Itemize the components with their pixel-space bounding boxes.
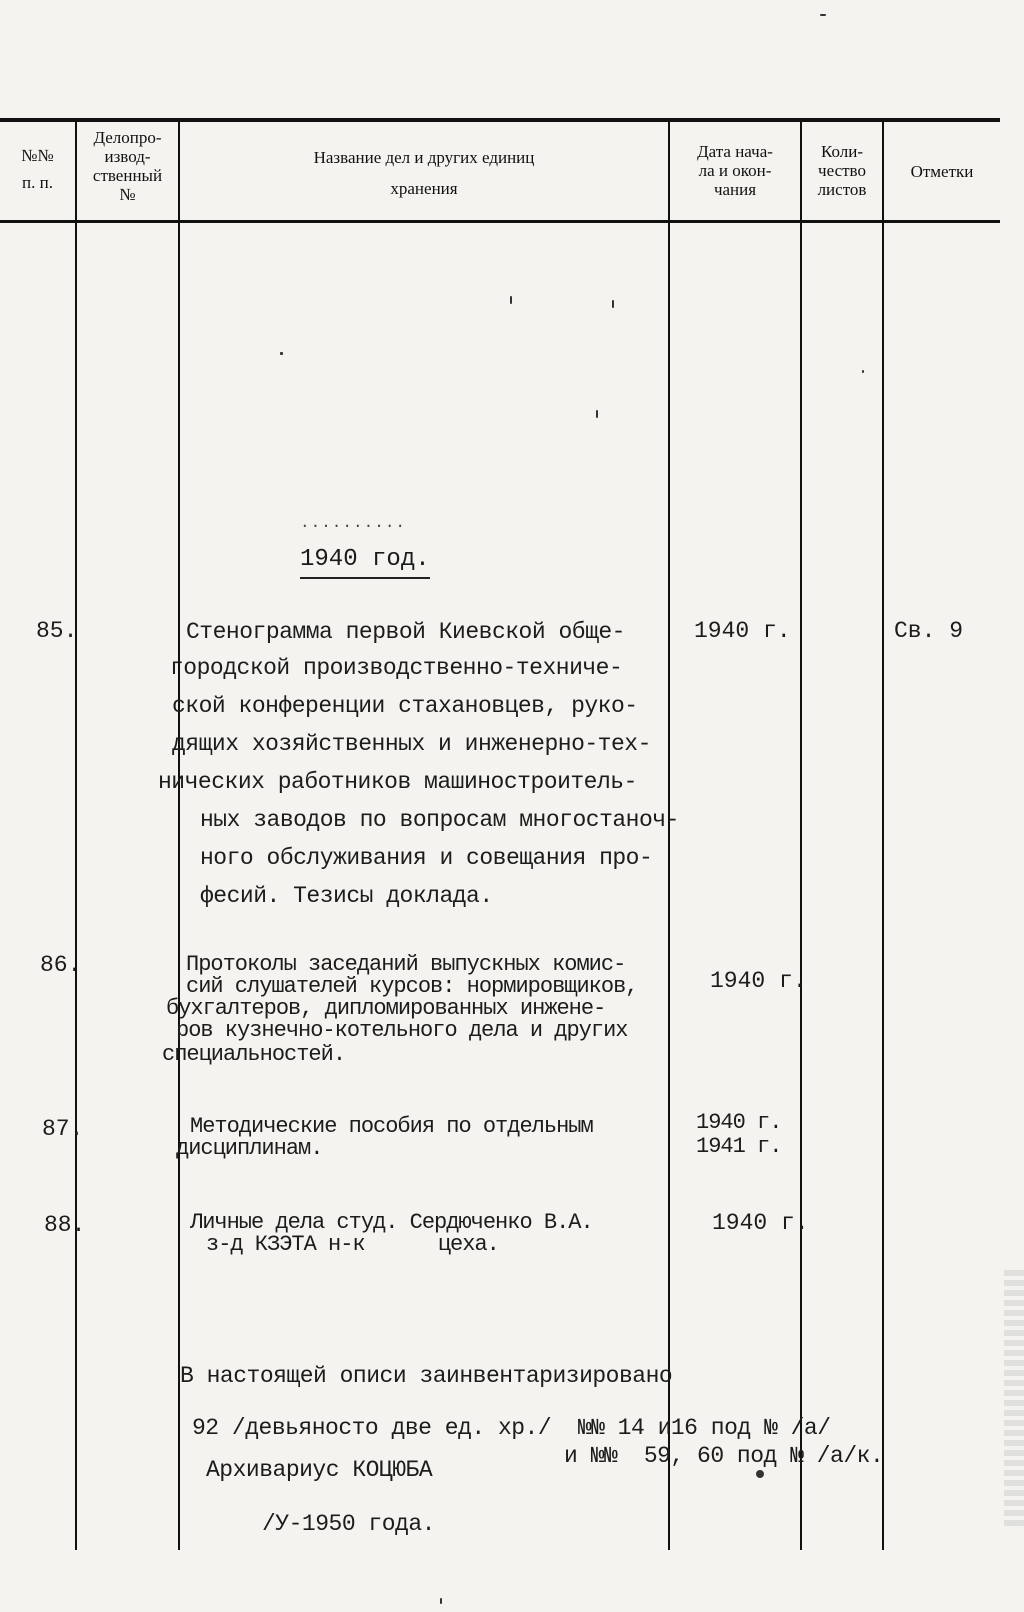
header-col-dates	[670, 142, 800, 199]
separator-dots: ..........	[300, 514, 407, 532]
header-col-notes	[884, 162, 1000, 181]
scan-speck	[862, 370, 864, 373]
description-line: городской производственно-техниче-	[170, 655, 623, 681]
description-line: фесий. Тезисы доклада.	[200, 883, 493, 909]
column-divider	[75, 120, 77, 1550]
header-col-office-number	[77, 128, 178, 204]
header-col-office-line: Делопро-	[93, 128, 162, 147]
description-line: бухгалтеров, дипломированных инжене-	[166, 996, 606, 1021]
footer-numbers-line: и №№ 59, 60 под № /а/к.	[564, 1443, 884, 1469]
description-line: Личные дела студ. Сердюченко В.А.	[190, 1210, 593, 1235]
row-date: 1940 г.	[694, 618, 791, 644]
description-line: дящих хозяйственных и инженерно-тех-	[172, 731, 651, 757]
header-col-notes-label: Отметки	[910, 162, 974, 181]
row-notes: Св. 9	[894, 618, 964, 644]
header-col-office-line: извод-	[104, 147, 151, 166]
description-line: дисциплинам.	[176, 1136, 323, 1161]
column-divider	[882, 120, 884, 1550]
archival-edge-strip	[1004, 1270, 1024, 1530]
column-divider	[178, 120, 180, 1550]
header-col-number-line: №№	[21, 146, 54, 165]
header-col-title-line: хранения	[390, 179, 458, 198]
description-line: ров кузнечно-котельного дела и других	[176, 1018, 628, 1043]
header-col-sheets	[802, 142, 882, 199]
header-col-dates-line: ла и окон-	[698, 161, 772, 180]
header-col-sheets-line: листов	[817, 180, 867, 199]
archivist-signature-line: Архивариус КОЦЮБА	[206, 1457, 433, 1483]
header-col-number-line: п. п.	[22, 173, 53, 192]
scan-speck	[612, 300, 614, 308]
description-line: Стенограмма первой Киевской обще-	[186, 619, 625, 645]
description-line: Протоколы заседаний выпускных комис-	[186, 952, 626, 977]
header-bottom-rule	[0, 220, 1000, 223]
year-heading-text: 1940 год.	[300, 546, 430, 579]
description-line: ных заводов по вопросам многостаноч-	[200, 807, 679, 833]
scan-speck	[596, 410, 598, 418]
row-date: 1940 г.	[696, 1110, 782, 1135]
header-col-number	[0, 146, 75, 192]
scan-speck	[756, 1470, 764, 1478]
scan-speck	[820, 14, 826, 16]
header-col-office-line: ственный	[92, 166, 163, 185]
row-number: 86.	[40, 952, 82, 978]
row-number: 87.	[42, 1116, 84, 1142]
row-number: 85.	[36, 618, 78, 644]
description-line: ской конференции стахановцев, руко-	[172, 693, 638, 719]
footer-date-line: /У-1950 года.	[262, 1511, 435, 1537]
header-col-office-line: №	[119, 185, 136, 204]
description-line: Методические пособия по отдельным	[190, 1114, 593, 1139]
description-line: сий слушателей курсов: нормировщиков,	[186, 974, 638, 999]
column-divider	[800, 120, 802, 1550]
scan-speck	[280, 352, 283, 355]
header-col-dates-line: чания	[713, 180, 757, 199]
row-date: 1941 г.	[696, 1134, 782, 1159]
header-top-rule	[0, 118, 1000, 122]
year-heading	[300, 546, 430, 579]
footer-inventory-line: В настоящей описи заинвентаризировано	[180, 1363, 673, 1389]
description-line: нических работников машиностроитель-	[158, 769, 637, 795]
header-col-title-line: Название дел и других единиц	[313, 148, 535, 167]
header-col-title	[180, 148, 668, 198]
scan-speck	[440, 1598, 442, 1604]
row-date: 1940 г.	[710, 968, 807, 994]
header-col-dates-line: Дата нача-	[697, 142, 773, 161]
description-line: ного обслуживания и совещания про-	[200, 845, 653, 871]
header-col-sheets-line: чество	[818, 161, 866, 180]
footer-count-line: 92 /девьяносто две ед. хр./ №№ 14 и16 под № /а/	[192, 1415, 831, 1441]
column-divider	[668, 120, 670, 1550]
description-line: з-д КЗЭТА н-к цеха.	[206, 1232, 499, 1257]
scan-speck	[510, 296, 512, 304]
row-number: 88.	[44, 1212, 86, 1238]
row-date: 1940 г.	[712, 1210, 809, 1236]
description-line: специальностей.	[162, 1042, 346, 1067]
header-col-sheets-line: Коли-	[820, 142, 863, 161]
